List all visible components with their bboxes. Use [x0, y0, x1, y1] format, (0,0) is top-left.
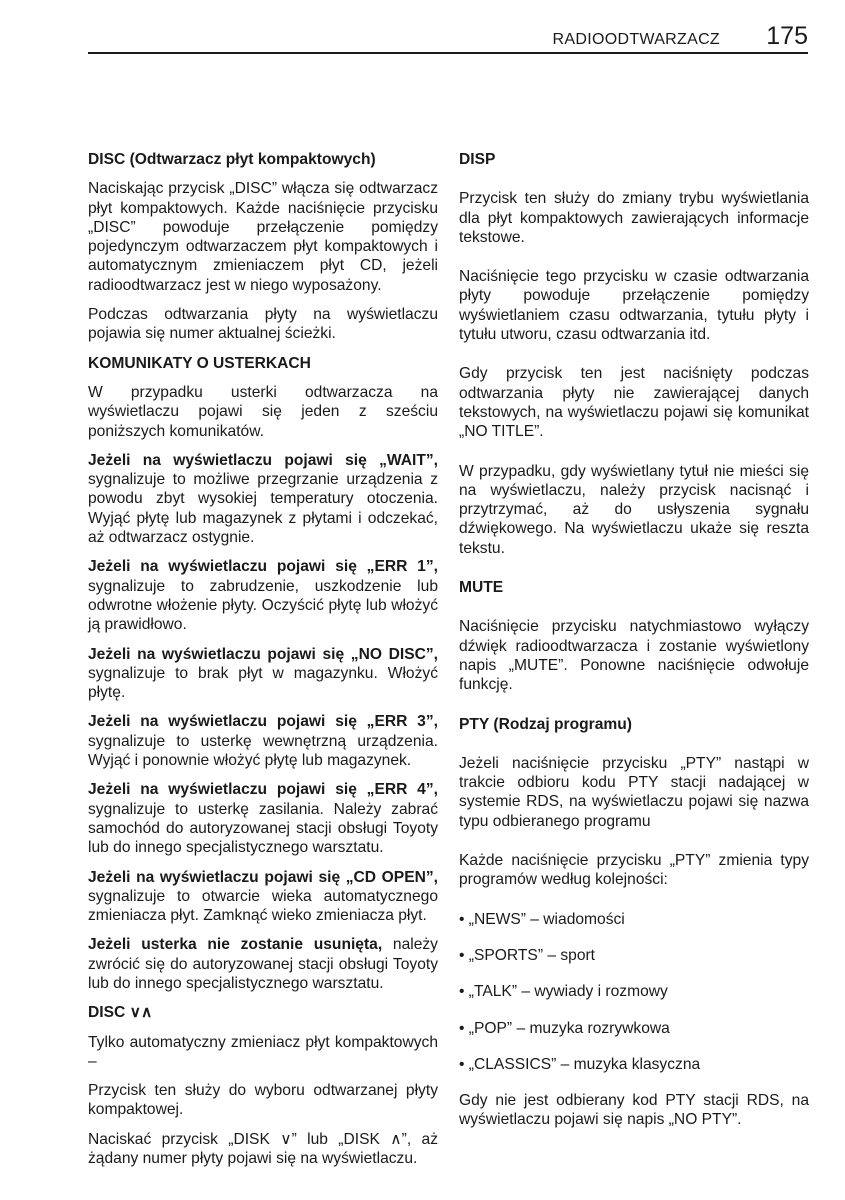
error-wait — [88, 451, 438, 547]
page-number: 175 — [766, 22, 808, 50]
disc-arrows-paragraph-3: Naciskać przycisk „DISK ∨” lub „DISK ∧”, aż żądany numer płyty pojawi się na wyświetlaczu. — [88, 1130, 438, 1168]
disc-heading: DISC (Odtwarzacz płyt kompaktowych) — [88, 151, 376, 168]
disc-arrows-heading: DISC ∨∧ — [88, 1004, 153, 1022]
left-column — [88, 150, 438, 1178]
disp-paragraph-3: Gdy przycisk ten jest naciśnięty podczas odtwarzania płyty nie zawierającej danych tekstowych, na wyświetlaczu pojawi się komunikat „NO TITLE”. — [459, 365, 809, 441]
error-err4-text: sygnalizuje to usterkę zasilania. Należy zabrać samochód do autoryzowanej stacji obsługi Toyoty lub do innego specjalistycznego warsztatu. — [88, 800, 438, 857]
disp-paragraph-2: Naciśnięcie tego przycisku w czasie odtwarzania płyty powoduje przełączenie pomiędzy wyświetlaniem czasu odtwarzania, tytułu płyty i tytułu utworu, czasu odtwarzania itd. — [459, 268, 809, 344]
list-item: • „NEWS” – wiadomości — [459, 910, 625, 928]
error-err3-text: sygnalizuje to usterkę wewnętrzną urządzenia. Wyjąć i ponownie włożyć płytę lub magazynek. — [88, 732, 438, 770]
disc-track-paragraph: Podczas odtwarzania płyty na wyświetlaczu pojawia się numer aktualnej ścieżki. — [88, 306, 438, 343]
error-persist — [88, 935, 438, 993]
errors-intro: W przypadku usterki odtwarzacza na wyświetlaczu pojawi się jeden z sześciu poniższych komunikatów. — [88, 383, 438, 440]
error-cdopen-label: Jeżeli na wyświetlaczu pojawi się „CD OPEN”, — [88, 868, 438, 886]
section-title: RADIOODTWARZACZ — [552, 31, 720, 48]
disp-heading: DISP — [459, 151, 496, 168]
pty-paragraph-1: Jeżeli naciśnięcie przycisku „PTY” nastąpi w trakcie odbioru kodu PTY stacji nadającej w systemie RDS, na wyświetlaczu pojawi się nazwa typu odbieranego programu — [459, 754, 809, 830]
error-err3 — [88, 712, 438, 770]
error-wait-text: sygnalizuje to możliwe przegrzanie urządzenia z powodu zbyt wysokiej temperatury otoczenia. Wyjąć płytę lub magazynek z płytami i odczekać, aż odtwarzacz ostygnie. — [88, 471, 438, 547]
error-wait-label: Jeżeli na wyświetlaczu pojawi się „WAIT”, — [88, 451, 438, 469]
pty-paragraph-2: Każde naciśnięcie przycisku „PTY” zmienia typy programów według kolejności: — [459, 852, 809, 889]
list-item: • „SPORTS” – sport — [459, 946, 596, 964]
mute-heading: MUTE — [459, 579, 504, 597]
error-nodisc-label: Jeżeli na wyświetlaczu pojawi się „NO DISC”, — [88, 645, 438, 663]
pty-paragraph-3: Gdy nie jest odbierany kod PTY stacji RDS, na wyświetlaczu pojawi się napis „NO PTY”. — [459, 1092, 809, 1129]
mute-paragraph: Naciśnięcie przycisku natychmiastowo wyłączy dźwięk radioodtwarzacza i zostanie wyświetlony napis „MUTE”. Ponowne naciśnięcie odwołuje funkcję. — [459, 618, 809, 694]
error-persist-text: należy zwrócić się do autoryzowanej stacji obsługi Toyoty lub do innego specjalistycznego warsztatu. — [88, 936, 438, 992]
error-err4-label: Jeżeli na wyświetlaczu pojawi się „ERR 4”, — [88, 781, 438, 799]
disc-paragraph: Naciskając przycisk „DISC” włącza się odtwarzacz płyt kompaktowych. Każde naciśnięcie przycisku „DISC” powoduje przełączenie pomiędzy pojedynczym odtwarzaczem płyt kompaktowych i automatycznym zmieniaczem płyt CD, jeżeli radioodtwarzacz jest w niego wyposażony. — [88, 180, 438, 294]
error-err1 — [88, 557, 438, 634]
error-persist-label: Jeżeli usterka nie zostanie usunięta, — [88, 936, 383, 954]
disc-arrows-paragraph-1: Tylko automatyczny zmieniacz płyt kompaktowych – — [88, 1033, 438, 1070]
error-nodisc — [88, 645, 438, 703]
pty-heading: PTY (Rodzaj programu) — [459, 715, 632, 733]
error-err1-text: sygnalizuje to zabrudzenie, uszkodzenie lub odwrotne włożenie płyty. Oczyścić płytę lub włożyć ją prawidłowo. — [88, 577, 438, 634]
error-err3-label: Jeżeli na wyświetlaczu pojawi się „ERR 3”, — [88, 713, 438, 731]
disp-paragraph-1: Przycisk ten służy do zmiany trybu wyświetlania dla płyt kompaktowych zawierających informacje tekstowe. — [459, 190, 809, 246]
error-cdopen — [88, 868, 438, 926]
list-item: • „CLASSICS” – muzyka klasyczna — [459, 1055, 701, 1073]
page-header — [88, 22, 808, 54]
errors-heading: KOMUNIKATY O USTERKACH — [88, 354, 311, 372]
error-cdopen-text: sygnalizuje to otwarcie wieka automatycznego zmieniacza płyt. Zamknąć wieko zmieniacza płyt. — [88, 887, 438, 925]
list-item: • „TALK” – wywiady i rozmowy — [459, 983, 668, 1001]
error-err1-label: Jeżeli na wyświetlaczu pojawi się „ERR 1”, — [88, 558, 438, 576]
error-err4 — [88, 780, 438, 857]
disc-arrows-paragraph-2: Przycisk ten służy do wyboru odtwarzanej płyty kompaktowej. — [88, 1082, 438, 1119]
disp-paragraph-4: W przypadku, gdy wyświetlany tytuł nie mieści się na wyświetlaczu, należy przycisk nacisnąć i przytrzymać, aż do usłyszenia sygnału dźwiękowego. Na wyświetlaczu ukaże się reszta tekstu. — [459, 462, 809, 557]
right-column — [459, 150, 809, 1150]
error-nodisc-text: sygnalizuje to brak płyt w magazynku. Włożyć płytę. — [88, 664, 438, 702]
list-item: • „POP” – muzyka rozrywkowa — [459, 1019, 670, 1037]
header-rule — [88, 52, 808, 54]
